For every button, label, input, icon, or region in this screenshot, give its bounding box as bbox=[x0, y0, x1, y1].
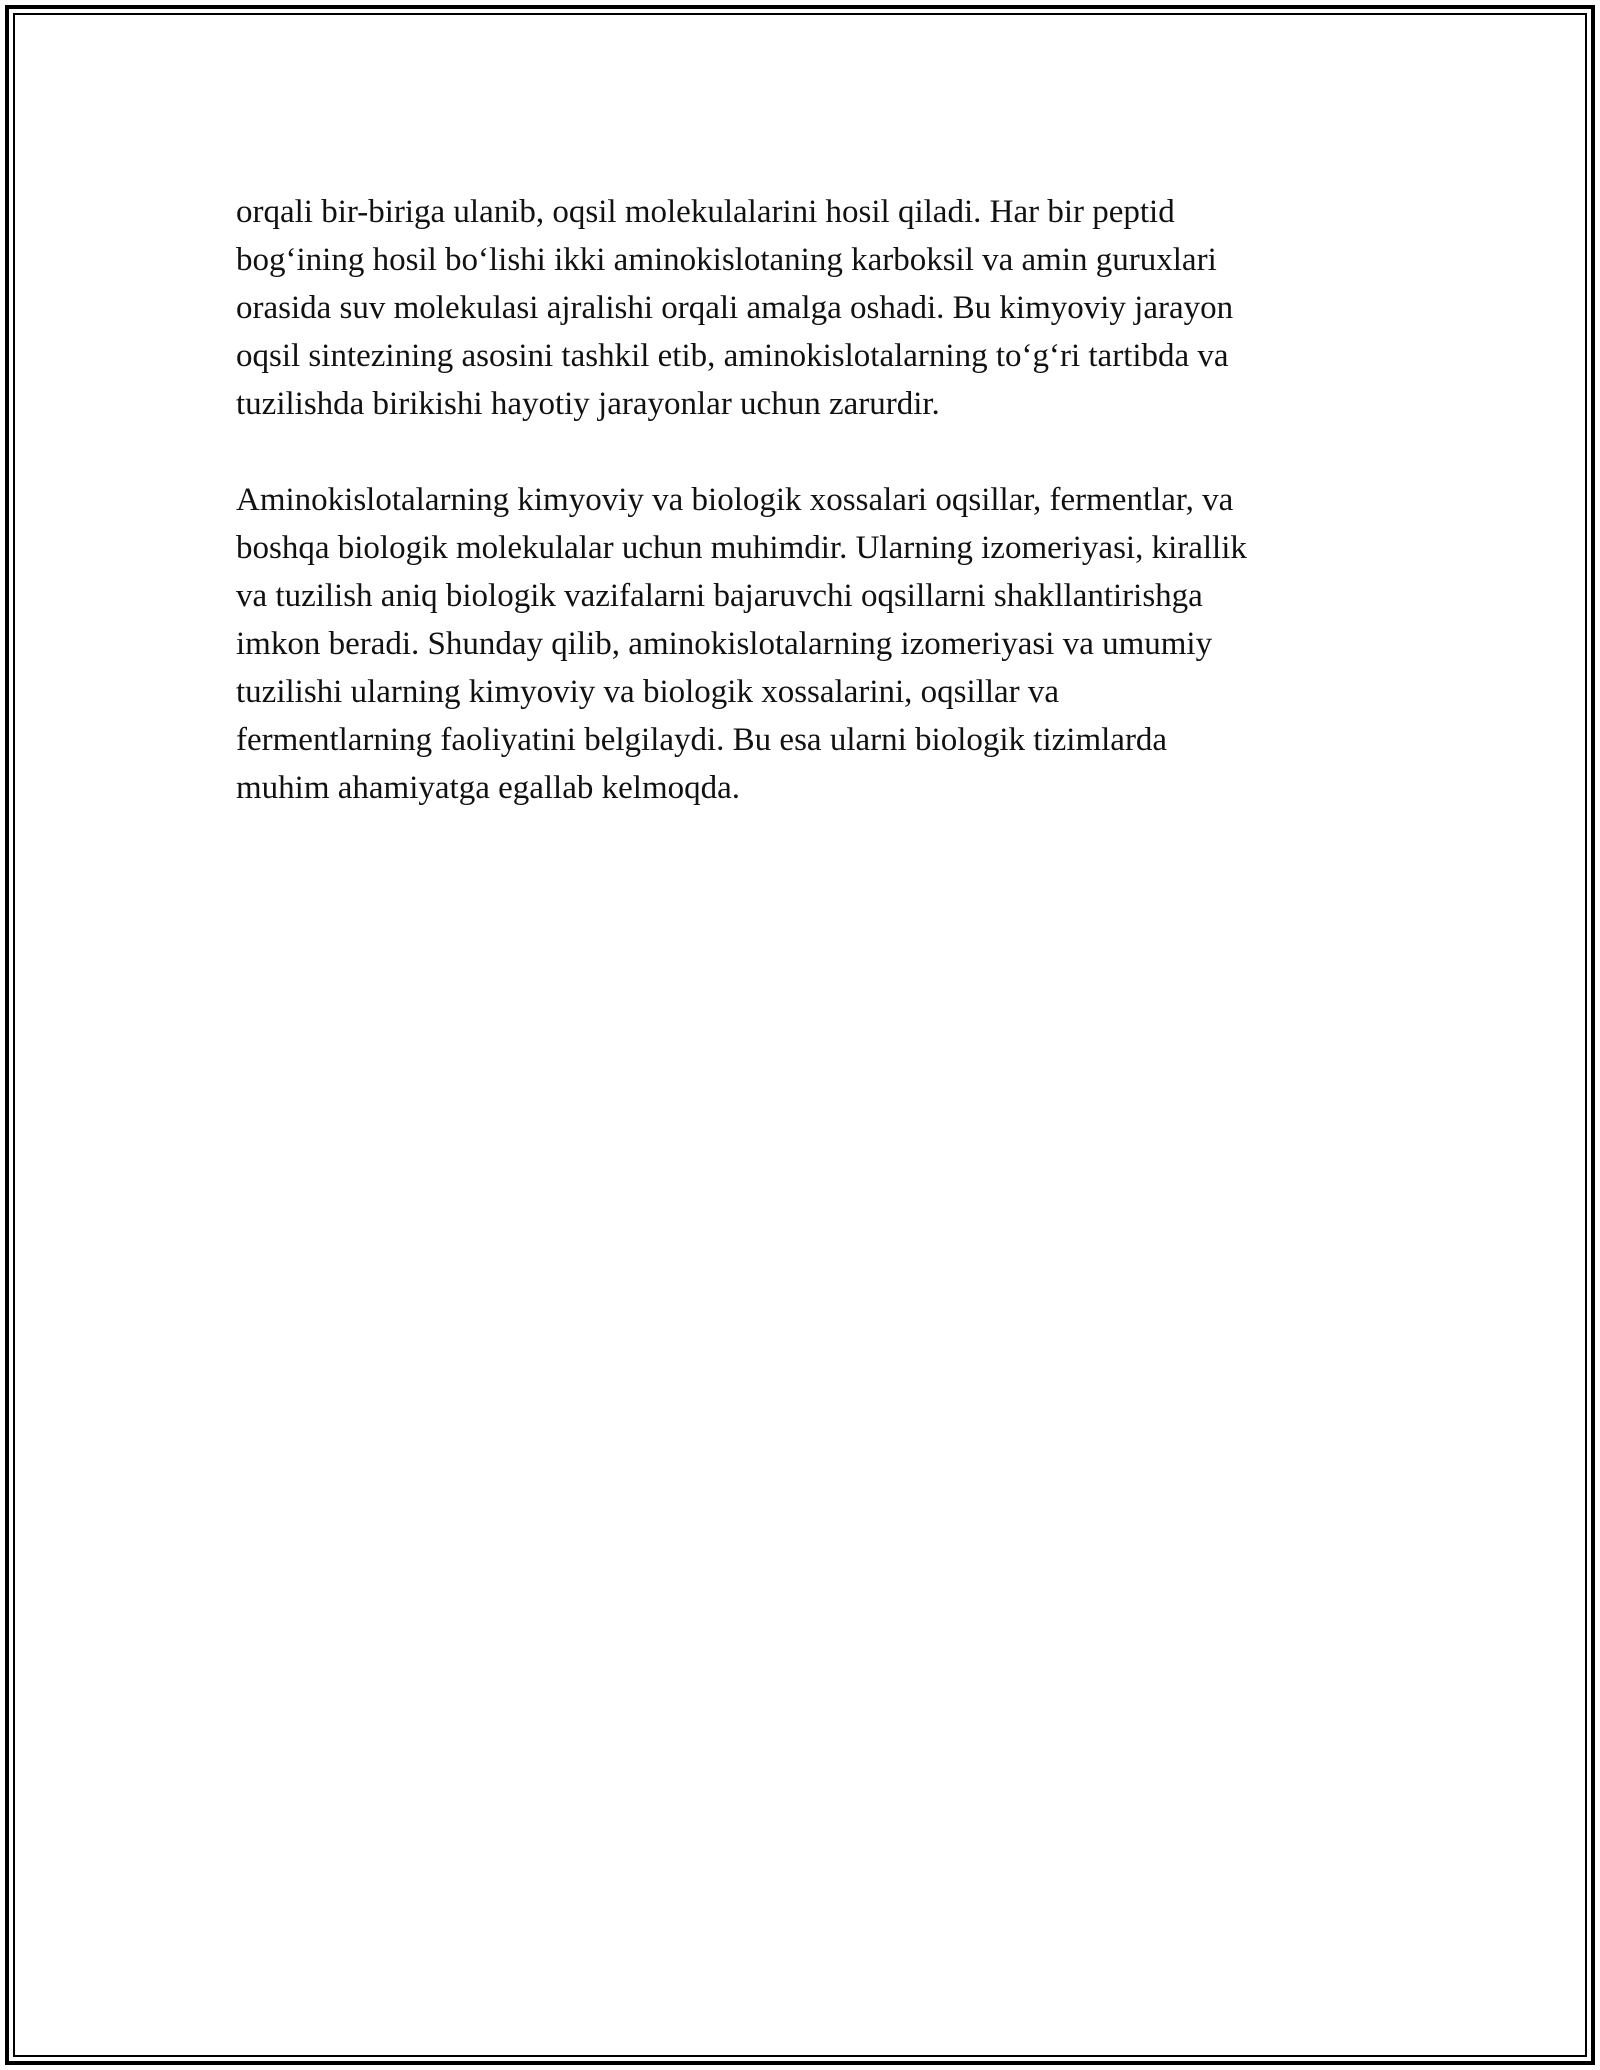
paragraph-amino-acid-properties bbox=[236, 476, 1366, 812]
text-line: muhim ahamiyatga egallab kelmoqda. bbox=[236, 770, 741, 806]
paragraph-peptide-bond bbox=[236, 188, 1366, 428]
text-line: imkon beradi. Shunday qilib, aminokislotalarning izomeriyasi va umumiy bbox=[236, 626, 1213, 662]
text-line: fermentlarning faoliyatini belgilaydi. Bu esa ularni biologik tizimlarda bbox=[236, 722, 1168, 758]
text-line: tuzilishda birikishi hayotiy jarayonlar uchun zarurdir. bbox=[236, 386, 940, 422]
text-line: bog‘ining hosil bo‘lishi ikki aminokislotaning karboksil va amin guruxlari bbox=[236, 242, 1217, 278]
text-line: oqsil sintezining asosini tashkil etib, aminokislotalarning to‘g‘ri tartibda va bbox=[236, 338, 1229, 374]
text-line: Aminokislotalarning kimyoviy va biologik xossalari oqsillar, fermentlar, va bbox=[236, 482, 1234, 518]
text-line: boshqa biologik molekulalar uchun muhimdir. Ularning izomeriyasi, kirallik bbox=[236, 530, 1247, 566]
text-line: va tuzilish aniq biologik vazifalarni bajaruvchi oqsillarni shakllantirishga bbox=[236, 578, 1203, 614]
text-line: orasida suv molekulasi ajralishi orqali amalga oshadi. Bu kimyoviy jarayon bbox=[236, 290, 1234, 326]
text-line: tuzilishi ularning kimyoviy va biologik xossalarini, oqsillar va bbox=[236, 674, 1060, 710]
document-body bbox=[236, 188, 1366, 812]
text-line: orqali bir-biriga ulanib, oqsil molekulalarini hosil qiladi. Har bir peptid bbox=[236, 194, 1175, 230]
